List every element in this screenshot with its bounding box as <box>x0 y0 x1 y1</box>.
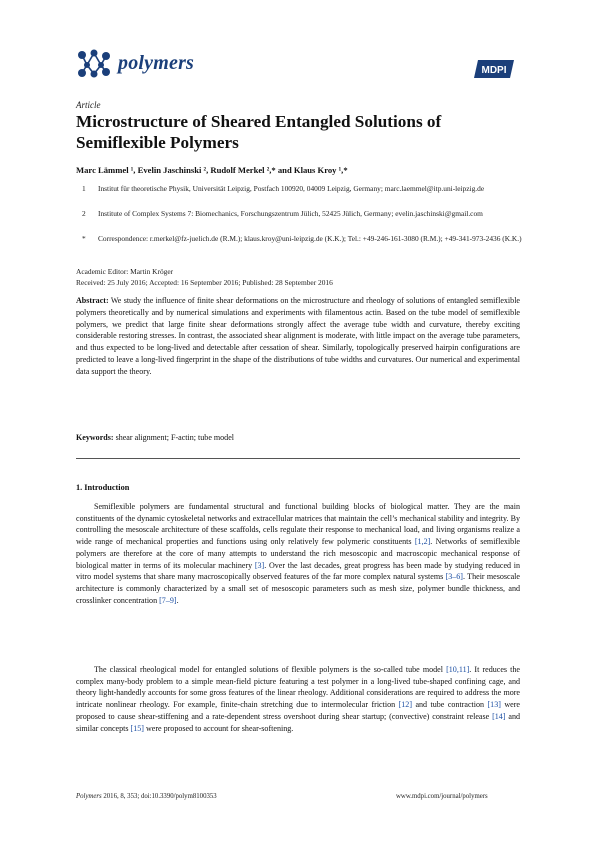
paragraph-text: . Their mesoscale architecture is commonly characterized by a small set of mesoscopic parameters such as mesh size, polymer bundle thickness, and crosslinker concentration <box>76 572 520 605</box>
paragraph-text: The classical rheological model for entangled solutions of flexible polymers is the so-called tube model <box>94 665 447 674</box>
section-heading: 1. Introduction <box>76 483 130 492</box>
citation-link[interactable]: [15] <box>130 723 144 733</box>
abstract <box>76 295 520 378</box>
citation-link[interactable]: [12] <box>398 700 412 710</box>
journal-logo <box>76 48 194 78</box>
correspondence-mark: * <box>82 234 86 243</box>
affiliation-text: Institut für theoretische Physik, Universität Leipzig, Postfach 100920, 04009 Leipzig, Germany; marc.laemmel@itp.uni-leipzig.de <box>98 184 485 193</box>
citation-link[interactable]: [3] <box>254 560 265 570</box>
journal-name: polymers <box>118 51 195 74</box>
paragraph-text: Semiflexible polymers are fundamental structural and functional building blocks of biological matter. They are the main constituents of the dynamic cytoskeletal networks and extracellular matrices that maintain the cell’s mechanical stability and integrity. By controlling the mesoscale architecture of these scaffolds, cells regulate their response to mechanical load, and living organisms realize a wide range of mechanical properties and functions using only relatively few polymeric constituents <box>76 502 520 547</box>
affiliation-mark: 1 <box>82 184 86 193</box>
paragraph-text: . <box>176 595 179 605</box>
footer-url[interactable]: www.mdpi.com/journal/polymers <box>396 793 488 800</box>
affiliation-2 <box>76 209 526 220</box>
affiliation-text: Institute of Complex Systems 7: Biomechanics, Forschungszentrum Jülich, 52425 Jülich, Germany; evelin.jaschinski@gmail.com <box>98 209 483 218</box>
paragraph-text: . It reduces the complex many-body problem to a simple mean-field picture featuring a test polymer in a long-lived tube-shaped confining cage, and theory light-handedly accounts for some gross features of the linear rheology. Additional considerations are required to address the more intricate nonlinear rheology. For example, finite-chain stretching due to intermolecular friction <box>76 665 520 710</box>
correspondence <box>76 234 526 245</box>
intro-paragraph-2 <box>76 664 520 734</box>
author-list: Marc Lämmel ¹, Evelin Jaschinski ², Rudolf Merkel ²,* and Klaus Kroy ¹,* <box>76 165 348 175</box>
keywords-label: Keywords: <box>76 433 114 442</box>
footer-citation <box>76 793 217 800</box>
paragraph-text: and similar concepts <box>76 711 520 733</box>
paragraph-text: . Networks of semiflexible polymers are therefore at the core of many attempts to understand the rich mesoscopic and macroscopic mechanical response of biological matter in terms of its molecular machinery <box>76 537 520 570</box>
mdpi-logo <box>474 58 518 85</box>
abstract-label: Abstract: <box>76 296 109 305</box>
paragraph-text: were proposed to cause shear-stiffening and a rate-dependent stress overshoot during shear startup; (convective) constraint release <box>76 700 520 721</box>
footer-citation-details: 2016, 8, 353; doi:10.3390/polym8100353 <box>103 793 217 800</box>
intro-paragraph-1 <box>76 501 520 606</box>
mdpi-logo-text: MDPI <box>481 65 507 76</box>
citation-link[interactable]: [3–6] <box>445 572 463 582</box>
section-divider <box>76 458 520 459</box>
article-title: Microstructure of Sheared Entangled Solutions of Semiflexible Polymers <box>76 112 442 152</box>
paragraph-text: and tube contraction <box>412 700 488 710</box>
keywords-text: shear alignment; F-actin; tube model <box>115 433 235 442</box>
paragraph-text: were proposed to account for shear-softening. <box>143 723 294 733</box>
affiliation-mark: 2 <box>82 209 86 218</box>
affiliation-1 <box>76 184 526 195</box>
citation-link[interactable]: [10,11] <box>446 665 470 674</box>
citation-link[interactable]: [14] <box>492 711 506 721</box>
publication-dates: Received: 25 July 2016; Accepted: 16 September 2016; Published: 28 September 2016 <box>76 278 333 287</box>
paragraph-text: . Over the last decades, great progress has been made by studying reduced in vitro model systems that share many macroscopically observed features of the far more complex natural systems <box>76 560 520 582</box>
citation-link[interactable]: [7–9] <box>159 595 177 605</box>
academic-editor: Academic Editor: Martin Kröger <box>76 267 174 276</box>
mdpi-logo-icon <box>474 58 518 80</box>
citation-link[interactable]: [13] <box>487 700 501 710</box>
citation-link[interactable]: [1,2] <box>414 537 431 547</box>
abstract-text: We study the influence of finite shear deformations on the microstructure and rheology of solutions of entangled semiflexible polymers theoretically and by numerical simulations and experiments with filamentous actin. Based on the tube model of semiflexible polymers, we predict that large finite shear deformations strongly affect the average tube width and curvature, thereby exciting considerable restoring stresses. In contrast, the associated shear alignment is moderate, with little impact on the average tube parameters, and thus expected to be long-lived and detectable after cessation of shear. Similarly, topologically preserved hairpin configurations are predicted to leave a long-lived fingerprint in the shape of the distributions of tube widths and curvatures. Our numerical and experimental data support the theory. <box>76 296 520 376</box>
article-type: Article <box>76 100 101 110</box>
keywords <box>76 433 234 442</box>
polymers-molecule-icon <box>76 48 112 78</box>
footer-journal: Polymers <box>76 793 102 800</box>
correspondence-text: Correspondence: r.merkel@fz-juelich.de (R.M.); klaus.kroy@uni-leipzig.de (K.K.); Tel.: +49-246-161-3080 (R.M.); +49-341-973-2436 (K.K.) <box>98 234 522 243</box>
